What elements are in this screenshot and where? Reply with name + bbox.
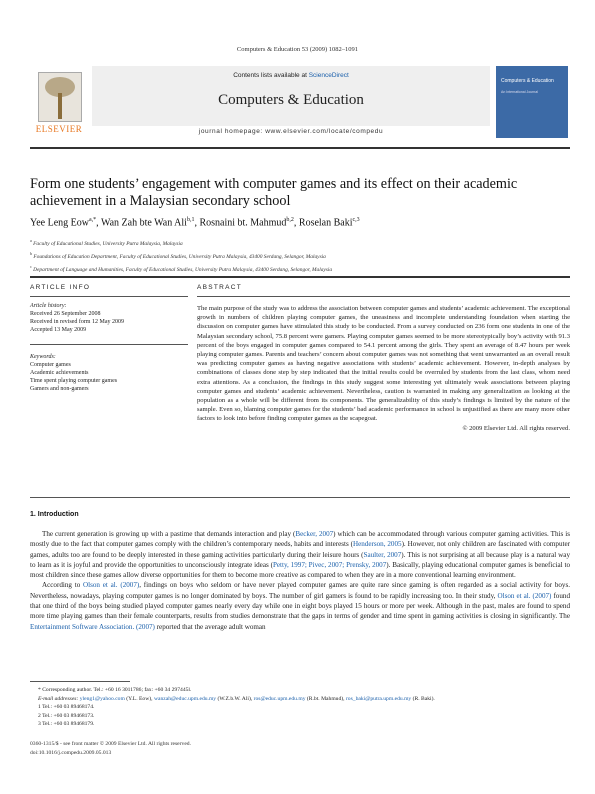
article-info <box>30 302 188 393</box>
journal-homepage[interactable]: journal homepage: www.elsevier.com/locate/compedu <box>198 128 384 135</box>
footnote-rule <box>30 681 130 682</box>
affiliation: $^a$ Faculty of Educational Studies, University Putra Malaysia, Malaysia <box>30 238 183 247</box>
contents-prefix: Contents lists available at <box>233 72 309 79</box>
author-name: Rosnaini bt. Mahmud <box>199 217 287 229</box>
elsevier-logo <box>30 68 88 138</box>
author-sup[interactable]: a,* <box>88 217 97 223</box>
history-label: Article history: <box>30 303 67 309</box>
abstract-heading: ABSTRACT <box>197 284 243 291</box>
keyword: Time spent playing computer games <box>30 377 118 384</box>
email-link[interactable]: ros@educ.upm.edu.my <box>253 695 306 702</box>
keyword: Gamers and non-gamers <box>30 385 89 392</box>
author-list: Yee Leng Eow$^{a,*}$, Wan Zah bte Wan Ali$^{b,1}$, Rosnaini bt. Mahmud$^{b,2}$, Roselan Baki$^{c,3}$ <box>30 217 360 229</box>
abstract-body <box>197 304 570 433</box>
keywords-label: Keywords: <box>30 353 56 360</box>
email-link[interactable]: wanzah@educ.upm.edu.my <box>153 695 217 702</box>
email-link[interactable]: yleng1@yahoo.com <box>79 695 125 702</box>
footnotes <box>30 686 570 729</box>
article-title: Form one students’ engagement with computer games and its effect on their academic achievement in a Malaysian secondary school <box>30 176 518 209</box>
article-identifiers <box>30 740 191 757</box>
author-name: Wan Zah bte Wan Ali <box>100 217 187 229</box>
masthead-rule <box>30 147 570 149</box>
citation-link[interactable]: Petty, 1997; Pivec, 2007; Prensky, 2007 <box>272 560 387 569</box>
introduction-body <box>30 529 570 632</box>
paragraph: According to Olson et al. (2007), findings on boys who seldom or have never played computer games are quite rare since gaming is often regarded as a social activity for boys. Nevertheless, nowadays, playing computer games is no longer dominated by boys. The number of girl gamers is found to be rapidly increasing too. In their study, Olson et al. (2007) found that one third of the boys being studied played computer games nearly every day while one in eight boys played 15 hours or more per week. Although in the past, males are found to spend more time playing games than their female counterparts, results from studies demonstrate that the gaps in terms of gender and time spent in gaming activities is closing in significantly. The Entertainment Software Association. (2007) reported that the average adult woman <box>30 581 570 631</box>
accepted-date: Accepted 13 May 2009 <box>30 327 87 333</box>
masthead <box>30 66 570 142</box>
author-name: Yee Leng Eow <box>30 217 89 229</box>
copyright-line: © 2009 Elsevier Ltd. All rights reserved. <box>462 424 570 432</box>
author-name: Roselan Baki <box>298 217 353 229</box>
citation-link[interactable]: Olson et al. (2007) <box>83 581 140 590</box>
citation-link[interactable]: Entertainment Software Association. (2007) <box>30 622 155 631</box>
corresponding-author-note: * Corresponding author. Tel.: +60 16 3011786; fax: +60 34 297445l. <box>38 687 192 693</box>
sciencedirect-link[interactable]: ScienceDirect <box>308 72 349 79</box>
keywords-rule <box>30 344 188 345</box>
elsevier-tree-icon <box>38 72 82 122</box>
masthead-band <box>92 66 490 126</box>
keyword: Computer games <box>30 361 71 368</box>
received-date: Received 26 September 2008 <box>30 311 101 317</box>
affiliation: $^c$ Department of Language and Humanities, Faculty of Educational Studies, University Putra Malaysia, 43400 Serdang, Selangor, Malaysia <box>30 263 333 273</box>
citation-link[interactable]: Olson et al. (2007) <box>497 591 552 600</box>
journal-cover-image <box>496 66 568 138</box>
journal-reference: Computers & Education 53 (2009) 1082–1091 <box>236 46 359 53</box>
abstract-end-rule <box>30 497 570 498</box>
paragraph: The current generation is growing up with a pastime that demands interaction and play (Becker, 2007) which can be accommodated through various computer gaming activities. This is mostly due to the fact that computer games comply with the children’s contemporary needs, habits and interests (Henderson, 2005). However, not only children are fascinated with computer games, adults too are found to be deeply interested in these gaming activities particularly during their leisure hours (Saulter, 2007). This is not surprising at all because play is a natural way to learn as it is joyful and provide the opportunities to unconsciously integrate ideas (Petty, 1997; Pivec, 2007; Prensky, 2007). Basically, playing educational computer games is beneficial to most children since these games allow diverse opportunities for them to become more creative as compared to when they are in a more conventional learning environment. <box>30 530 570 580</box>
tel-note: 1 Tel.: +60 03 89468174. <box>38 704 95 711</box>
citation-link[interactable]: Saulter, 2007 <box>363 550 402 559</box>
citation-link[interactable]: Becker, 2007 <box>295 530 334 538</box>
article-info-rule <box>30 296 188 297</box>
cover-title: Computers & Education <box>501 78 554 84</box>
tel-note: 3 Tel.: +60 03 89468179. <box>38 721 95 728</box>
author-sup[interactable]: b,1 <box>186 217 195 223</box>
abstract-text: The main purpose of the study was to address the association between computer games and students’ academic achievement. The exceptional growth in numbers of children playing computer games, the uneasiness and incomplete understanding foundation when starting the discussion on computer games have stimulated this study to be conducted. From a survey conducted on 236 form one students in one of the Malaysian secondary school, 75.8 percent were gamers. Playing computer games seemed to be more stereotypically boy’s activity with 91.3 percent of the boys engaged in computer games compared to 54.1 percent among the girls. They spent an average of 8.47 hours per week playing computer games. Parents and teachers’ concern about computer games was not something that went unwarranted as an overall result was predicting computer games as having negative associations with students’ academic achievement. However, in-depth analyses by combinations of classes done step by step indicated that the initial results could be overruled by students from the last class, whom need extra attentions. As a conclusion, the findings in this study suggest some interesting yet ultimately weak associations between playing computer games and students’ academic achievement. Nevertheless, caution is warranted in making any generalization as looking at the population as a whole will be different from its components. The generalizability of this study’s findings is limited by the nature of the sample. Even so, blaming computer games for the students’ bad academic performance in school is unjustified as there are many more other factors to look into before finding computer games as the scapegoat. <box>197 305 570 423</box>
affiliation: $^b$ Foundations of Education Department, Faculty of Educational Studies, University Putra Malaysia, 43400 Serdang, Selangor, Malaysia <box>30 250 326 260</box>
revised-date: Received in revised form 12 May 2009 <box>30 319 124 325</box>
doi-line[interactable]: doi:10.1016/j.compedu.2009.05.013 <box>30 749 112 756</box>
keyword: Academic achievements <box>30 369 89 376</box>
citation-link[interactable]: Henderson, 2005 <box>352 540 402 549</box>
issn-line: 0360-1315/$ - see front matter © 2009 Elsevier Ltd. All rights reserved. <box>30 741 191 747</box>
journal-title: Computers & Education <box>218 92 364 108</box>
email-addresses: E-mail addresses: yleng1@yahoo.com (Y.L. Eow), wanzah@educ.upm.edu.my (W.Z.b.W. Ali), ros@educ.upm.edu.my (R.bt. Mahmud), ros_baki@putra.upm.edu.my (R. Baki). <box>38 695 435 702</box>
cover-subtitle: An International Journal <box>501 90 538 94</box>
email-link[interactable]: ros_baki@putra.upm.edu.my <box>345 695 412 702</box>
header-rule <box>30 276 570 278</box>
author-sup[interactable]: b,2 <box>286 217 294 223</box>
article-info-heading: ARTICLE INFO <box>30 284 91 291</box>
abstract-rule <box>197 296 570 297</box>
affiliations <box>30 236 570 274</box>
author-sup[interactable]: c,3 <box>352 217 360 223</box>
tel-note: 2 Tel.: +60 03 89468173. <box>38 712 95 719</box>
section-heading: 1. Introduction <box>30 511 79 518</box>
contents-line <box>92 72 490 79</box>
elsevier-wordmark: ELSEVIER <box>35 124 83 134</box>
